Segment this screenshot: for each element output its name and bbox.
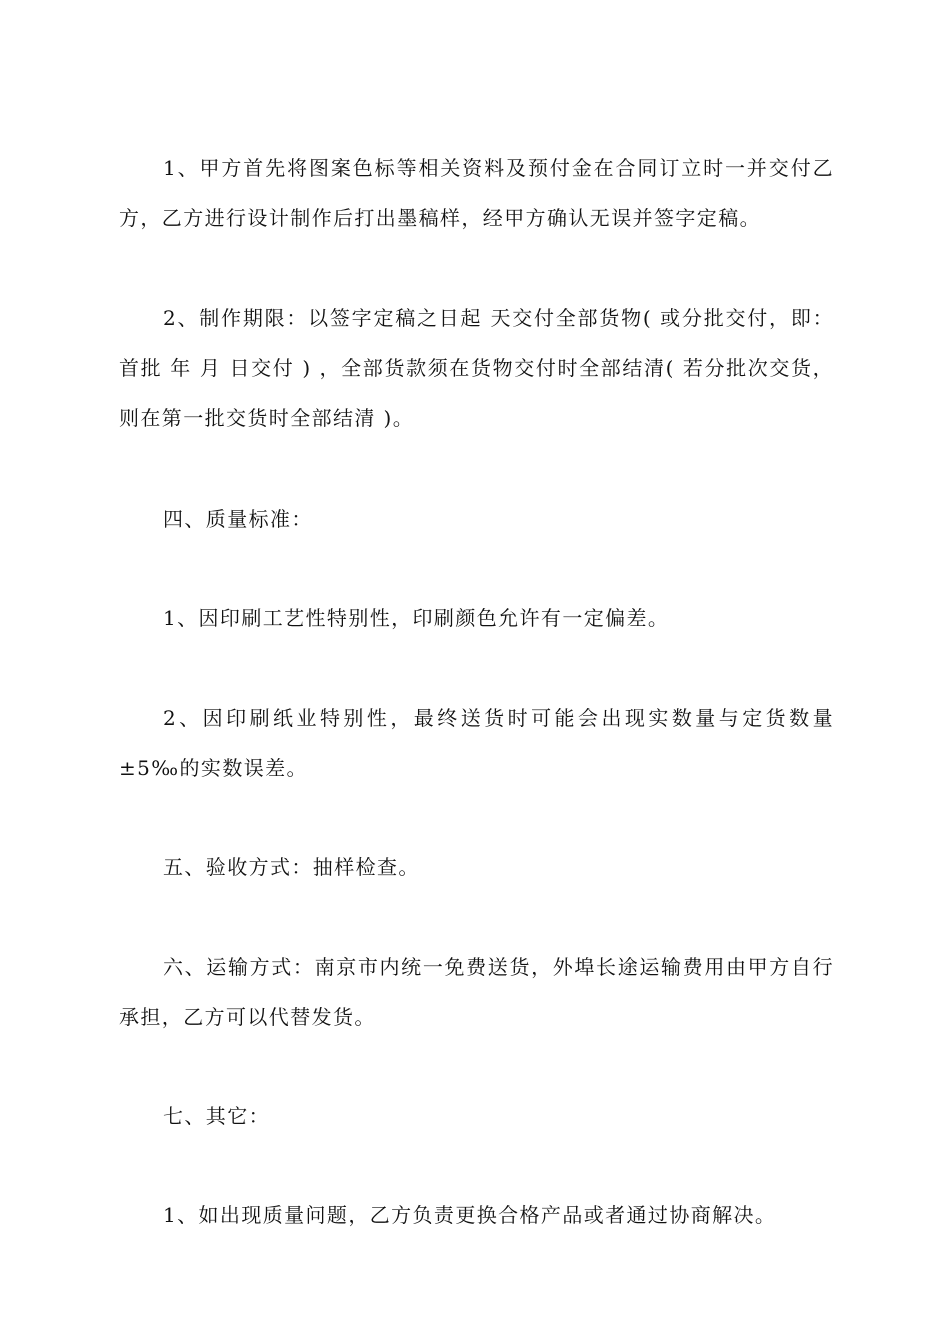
section-heading-transport-method: 六、运输方式：南京市内统一免费送货，外埠长途运输费用由甲方自行承担，乙方可以代替发货。 xyxy=(119,955,834,1029)
clause-quality-issue-resolution: 1、如出现质量问题，乙方负责更换合格产品或者通过协商解决。 xyxy=(163,1203,777,1227)
clause-payment-and-proof: 1、甲方首先将图案色标等相关资料及预付金在合同订立时一并交付乙方，乙方进行设计制作后打出墨稿样，经甲方确认无误并签字定稿。 xyxy=(119,156,834,230)
clause-color-deviation: 1、因印刷工艺性特别性，印刷颜色允许有一定偏差。 xyxy=(163,606,670,630)
section-heading-acceptance-method: 五、验收方式：抽样检查。 xyxy=(163,855,420,879)
clause-quantity-deviation: 2、因印刷纸业特别性，最终送货时可能会出现实数量与定货数量±5‰的实数误差。 xyxy=(119,706,834,780)
section-heading-quality-standard: 四、质量标准： xyxy=(163,507,313,531)
clause-production-deadline: 2、制作期限：以签字定稿之日起 天交付全部货物( 或分批交付，即：首批 年 月 日交付 ) ，全部货款须在货物交付时全部结清( 若分批次交货，则在第一批交货时全部结清 )。 xyxy=(119,306,834,430)
section-heading-other: 七、其它： xyxy=(163,1104,270,1128)
